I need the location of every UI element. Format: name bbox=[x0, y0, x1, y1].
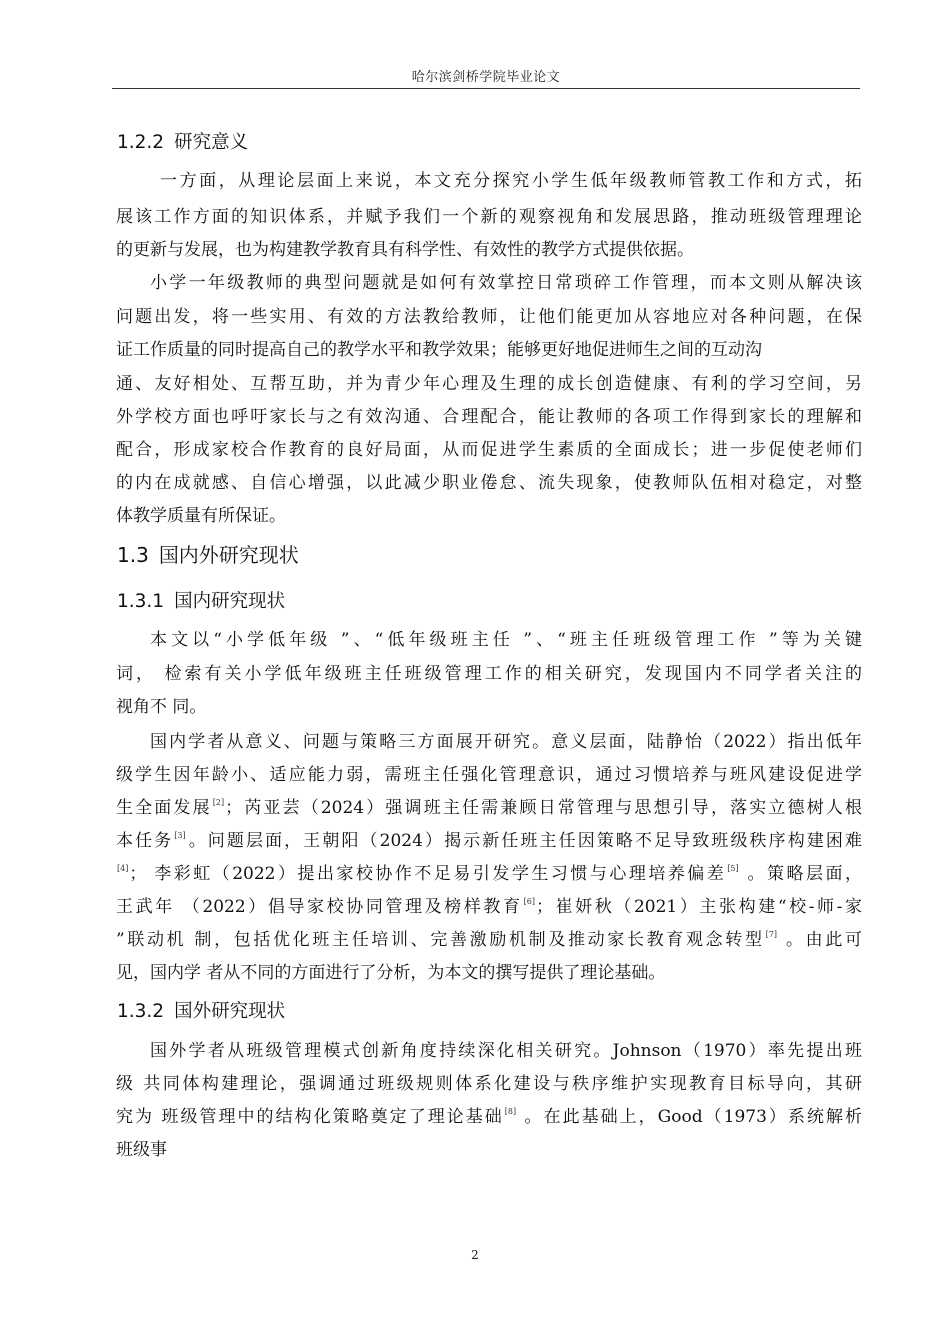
section-title: 研究意义 bbox=[174, 132, 249, 153]
section-number: 1.3.1 bbox=[117, 591, 165, 612]
paragraph-line: 的内在成就感、自信心增强，以此减少职业倦怠、流失现象，使教师队伍相对稳定，对整 bbox=[116, 473, 862, 493]
citation-ref[interactable]: [8] bbox=[504, 1107, 517, 1116]
citation-ref[interactable]: [6] bbox=[523, 897, 535, 906]
section-title: 国内外研究现状 bbox=[158, 543, 299, 567]
paragraph-line: 证工作质量的同时提高自己的教学水平和教学效果；能够更好地促进师生之间的互动沟 bbox=[116, 340, 762, 360]
paragraph-line: 级 共同体构建理论，强调通过班级规则体系化建设与秩序维护实现教育目标导向，其研 bbox=[116, 1074, 862, 1094]
paragraph-text: 究为 班级管理中的结构化策略奠定了理论基础 bbox=[116, 1107, 504, 1127]
section-number: 1.3 bbox=[117, 543, 149, 567]
paragraph-text: ；芮亚芸（2024）强调班主任需兼顾日常管理与思想引导，落实立德树人根 bbox=[225, 798, 862, 818]
page-number: 2 bbox=[471, 1248, 479, 1262]
paragraph-text: ”联动机 制，包括优化班主任培训、完善激励机制及推动家长教育观念转型 bbox=[116, 930, 765, 950]
paragraph-line: 国外学者从班级管理模式创新角度持续深化相关研究。Johnson（1970）率先提出班 bbox=[150, 1041, 862, 1061]
citation-ref[interactable]: [7] bbox=[765, 930, 777, 939]
paragraph-line bbox=[116, 897, 862, 917]
citation-ref[interactable]: [4] bbox=[117, 864, 129, 873]
paragraph-line: 体教学质量有所保证。 bbox=[116, 506, 286, 526]
paragraph-line: 小学一年级教师的典型问题就是如何有效掌控日常琐碎工作管理，而本文则从解决该 bbox=[150, 273, 862, 293]
paragraph-line: 一方面，从理论层面上来说，本文充分探究小学生低年级教师管教工作和方式，拓 bbox=[160, 171, 862, 191]
paragraph-line: 词， 检索有关小学低年级班主任班级管理工作的相关研究，发现国内不同学者关注的 bbox=[116, 664, 862, 684]
paragraph-text: 。由此可 bbox=[777, 930, 863, 950]
section-heading-1-3-1 bbox=[117, 587, 285, 613]
paragraph-line: 国内学者从意义、问题与策略三方面展开研究。意义层面，陆静怡（2022）指出低年 bbox=[150, 732, 862, 752]
section-title: 国外研究现状 bbox=[174, 1001, 286, 1022]
citation-ref[interactable]: [3] bbox=[174, 831, 186, 840]
paragraph-line bbox=[116, 798, 862, 818]
paragraph-line: 外学校方面也呼吁家长与之有效沟通、合理配合，能让教师的各项工作得到家长的理解和 bbox=[116, 407, 862, 427]
paragraph-line: 班级事 bbox=[116, 1140, 167, 1160]
paragraph-line: 本文以“小学低年级 ”、“低年级班主任 ”、“班主任班级管理工作 ”等为关键 bbox=[150, 630, 862, 650]
paragraph-text: 王武年 （2022）倡导家校协同管理及榜样教育 bbox=[116, 897, 523, 917]
paragraph-line bbox=[116, 864, 862, 884]
paragraph-line: 通、友好相处、互帮互助，并为青少年心理及生理的成长创造健康、有利的学习空间，另 bbox=[116, 374, 862, 394]
section-title: 国内研究现状 bbox=[174, 591, 286, 612]
section-number: 1.3.2 bbox=[117, 1001, 165, 1022]
page-header-title: 哈尔滨剑桥学院毕业论文 bbox=[411, 70, 561, 85]
paragraph-line: 配合，形成家校合作教育的良好局面，从而促进学生素质的全面成长；进一步促使老师们 bbox=[116, 440, 862, 460]
section-heading-1-3 bbox=[117, 539, 299, 568]
paragraph-line: 问题出发，将一些实用、有效的方法教给教师，让他们能更加从容地应对各种问题，在保 bbox=[116, 307, 862, 327]
paragraph-text: 本任务 bbox=[116, 831, 174, 851]
paragraph-line: 展该工作方面的知识体系，并赋予我们一个新的观察视角和发展思路，推动班级管理理论 bbox=[116, 207, 862, 227]
paragraph-line: 级学生因年龄小、适应能力弱，需班主任强化管理意识，通过习惯培养与班风建设促进学 bbox=[116, 765, 862, 785]
paragraph-line bbox=[116, 930, 862, 950]
paragraph-text: 生全面发展 bbox=[116, 798, 212, 818]
citation-ref[interactable]: [2] bbox=[212, 798, 225, 807]
paragraph-line: 见，国内学 者从不同的方面进行了分析，为本文的撰写提供了理论基础。 bbox=[116, 963, 666, 983]
paragraph-line: 的更新与发展，也为构建教学教育具有科学性、有效性的教学方式提供依据。 bbox=[116, 240, 694, 260]
section-heading-1-2-2 bbox=[117, 128, 248, 154]
paragraph-line bbox=[116, 1107, 862, 1127]
citation-ref[interactable]: [5] bbox=[727, 864, 739, 873]
paragraph-line bbox=[116, 831, 862, 851]
paragraph-text: 。问题层面，王朝阳（2024）揭示新任班主任因策略不足导致班级秩序构建困难 bbox=[186, 831, 863, 851]
paragraph-text: ； 李彩虹（2022）提出家校协作不足易引发学生习惯与心理培养偏差 bbox=[129, 864, 727, 884]
section-number: 1.2.2 bbox=[117, 132, 165, 153]
paragraph-line: 视角不 同。 bbox=[116, 697, 207, 717]
paragraph-text: 。在此基础上，Good（1973）系统解析 bbox=[517, 1107, 862, 1127]
paragraph-text: ；崔妍秋（2021）主张构建“校-师-家 bbox=[535, 897, 862, 917]
paragraph-text: 。策略层面， bbox=[739, 864, 862, 884]
header-divider bbox=[112, 88, 860, 89]
section-heading-1-3-2 bbox=[117, 997, 285, 1023]
